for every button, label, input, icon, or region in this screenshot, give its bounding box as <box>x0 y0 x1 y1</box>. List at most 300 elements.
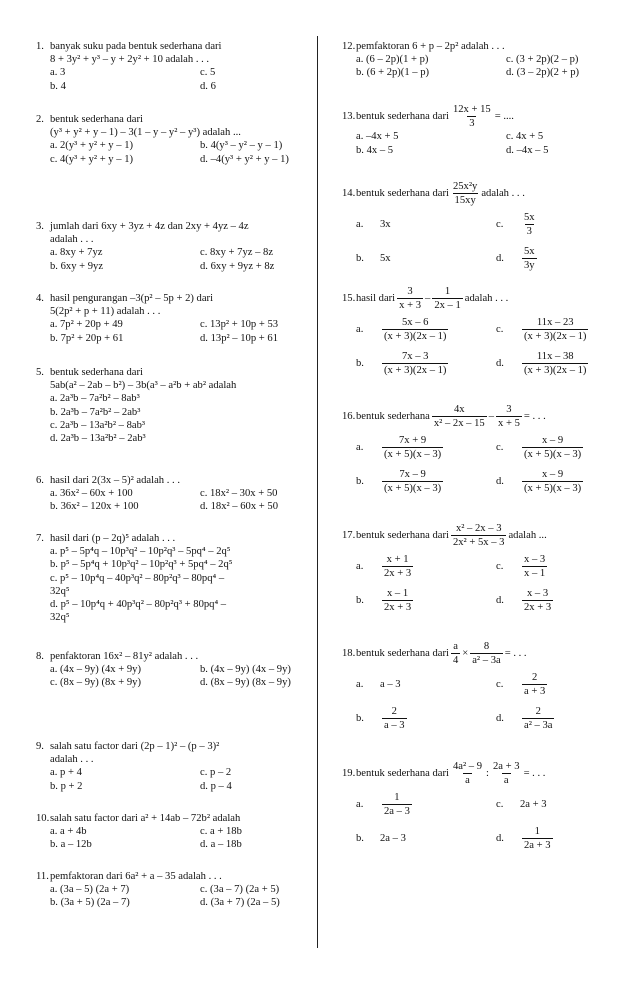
question-text: salah satu factor dari a² + 14ab – 72b² adalah <box>50 813 241 824</box>
stem-fraction-2-denominator: a² – 3a <box>472 655 501 667</box>
stem-fraction <box>451 760 484 787</box>
question-number: 17. <box>342 530 356 542</box>
question-stem-line <box>342 760 610 787</box>
answer-option[interactable] <box>356 430 496 464</box>
question-number: 7. <box>36 533 44 544</box>
question-stem-line <box>342 522 610 549</box>
option-fraction-numerator: 11x – 23 <box>536 316 574 328</box>
question-number: 2. <box>36 114 44 125</box>
question-text: hasil dari <box>356 293 396 305</box>
option-fraction-denominator: 2a + 3 <box>524 839 551 851</box>
answer-options <box>36 663 304 689</box>
stem-fraction-denominator: a <box>465 775 470 787</box>
option-fraction <box>522 245 537 272</box>
stem-tail: = . . . <box>523 768 546 780</box>
stem-fraction-2-numerator: 1 <box>444 286 451 297</box>
answer-option[interactable]: c. 4(y³ + y² + y – 1) <box>50 153 134 165</box>
question-number: 14. <box>342 188 356 200</box>
stem-fraction-numerator: 12x + 15 <box>452 104 491 115</box>
option-fraction <box>522 705 554 732</box>
stem-fraction-2-denominator: x + 5 <box>498 418 520 430</box>
stem-fraction-denominator: 3 <box>469 118 475 130</box>
question-text: adalah . . . <box>50 754 94 766</box>
option-letter: c. <box>496 798 504 810</box>
question-12 <box>342 40 610 80</box>
answer-option[interactable]: b. 4 <box>50 80 66 92</box>
stem-fraction-2-denominator: 2x – 1 <box>434 300 461 312</box>
question-text: 5(2p² + p + 11) adalah . . . <box>50 306 161 318</box>
question-stem-line <box>342 403 610 430</box>
question-6 <box>36 474 304 514</box>
operator: – <box>425 293 431 305</box>
option-fraction-numerator: x – 9 <box>541 434 564 446</box>
question-19 <box>342 760 610 855</box>
option-letter: c. <box>496 218 504 230</box>
option-fraction-numerator: x – 9 <box>541 468 564 480</box>
answer-option[interactable] <box>356 241 496 275</box>
option-fraction-denominator: 2x + 3 <box>384 601 412 613</box>
option-fraction-numerator: x – 1 <box>386 587 409 599</box>
question-stem-line <box>36 366 304 379</box>
question-text: bentuk sederhana dari <box>50 114 143 125</box>
stem-fraction-2 <box>496 403 522 430</box>
question-stem-line <box>36 812 304 825</box>
option-fraction-denominator: 3y <box>524 259 535 271</box>
stem-fraction-2-numerator: 3 <box>506 404 512 415</box>
answer-option[interactable]: c. (3 + 2p)(2 – p) <box>506 54 579 66</box>
stem-fraction <box>432 403 487 430</box>
question-number: 8. <box>36 651 44 662</box>
answer-option[interactable]: c. 8xy + 7yz – 8z <box>200 247 274 259</box>
option-fraction-denominator: (x + 5)(x – 3) <box>384 482 442 494</box>
question-8 <box>36 650 304 690</box>
option-letter: a. <box>356 560 364 572</box>
answer-option[interactable]: b. (6 + 2p)(1 – p) <box>356 67 430 79</box>
answer-option[interactable]: b. 2a³b – 7a²b² – 2ab³ <box>50 406 141 418</box>
stem-fraction-denominator: x + 3 <box>399 300 422 312</box>
option-fraction-denominator: 2x + 3 <box>524 601 552 613</box>
option-letter: c. <box>496 323 504 335</box>
question-stem-line <box>36 379 304 392</box>
answer-options <box>342 549 610 617</box>
question-stem-line <box>342 285 610 312</box>
answer-option[interactable]: b. 36x² – 120x + 100 <box>50 501 139 513</box>
option-fraction-denominator: (x + 3)(2x – 1) <box>384 330 447 342</box>
question-stem-line <box>36 650 304 663</box>
answer-option[interactable]: a. p + 4 <box>50 767 82 779</box>
option-fraction <box>522 434 583 461</box>
question-text: 5ab(a² – 2ab – b²) – 3b(a³ – a²b + ab² adalah <box>50 380 237 392</box>
question-stem-line <box>36 292 304 305</box>
question-stem-line <box>36 532 304 545</box>
option-fraction-numerator: 2 <box>535 705 541 717</box>
stem-fraction <box>451 103 493 130</box>
option-fraction-denominator: (x + 3)(2x – 1) <box>384 364 447 376</box>
question-11 <box>36 870 304 910</box>
option-letter: a. <box>356 441 364 453</box>
question-number: 4. <box>36 293 44 304</box>
option-letter: d. <box>496 832 504 844</box>
question-number: 13. <box>342 111 356 123</box>
option-letter: b. <box>356 832 364 844</box>
stem-fraction-numerator: 4a² – 9 <box>452 761 483 772</box>
answer-option[interactable]: a. a + 4b <box>50 826 87 838</box>
option-fraction-numerator: 5x <box>524 211 535 223</box>
stem-fraction <box>397 285 423 312</box>
question-text: bentuk sederhana dari <box>356 111 449 123</box>
question-5 <box>36 366 304 445</box>
option-fraction-numerator: 5x – 6 <box>401 316 429 328</box>
question-number: 10. <box>36 813 50 824</box>
stem-tail: = . . . <box>523 411 546 423</box>
question-text: penfaktoran 16x² – 81y² adalah . . . <box>50 651 199 662</box>
question-text: adalah . . . <box>50 234 94 246</box>
option-text: 2a – 3 <box>380 832 406 844</box>
question-text: hasil dari 2(3x – 5)² adalah . . . <box>50 475 180 486</box>
answer-option[interactable]: d. a – 18b <box>200 839 242 851</box>
answer-option[interactable] <box>496 787 616 821</box>
option-letter: c. <box>496 441 504 453</box>
stem-fraction-2-numerator: 8 <box>483 641 490 652</box>
stem-fraction-2 <box>432 285 462 312</box>
answer-option[interactable] <box>496 821 616 855</box>
answer-option[interactable]: d. p – 4 <box>200 780 232 792</box>
answer-option[interactable] <box>356 583 496 617</box>
option-fraction-denominator: (x + 5)(x – 3) <box>524 448 582 460</box>
question-number: 12. <box>342 41 356 52</box>
answer-option[interactable] <box>496 549 616 583</box>
option-letter: c. <box>496 678 504 690</box>
question-text: bentuk sederhana dari <box>356 530 449 542</box>
question-4 <box>36 292 304 345</box>
question-stem-line <box>342 640 610 667</box>
question-stem-line <box>36 740 304 753</box>
question-stem-line <box>36 220 304 233</box>
question-13 <box>342 103 610 157</box>
answer-option[interactable]: d. (3 – 2p)(2 + p) <box>506 67 580 79</box>
answer-option[interactable]: c. 13p² + 10p + 53 <box>200 319 279 331</box>
answer-options <box>342 207 610 275</box>
question-3 <box>36 220 304 273</box>
question-text: jumlah dari 6xy + 3yz + 4z dan 2xy + 4yz – 4z <box>50 221 249 232</box>
answer-option[interactable]: b. p⁵ – 5p⁴q + 10p³q² – 10p²q³ + 5pq⁴ – 2q⁵ <box>50 559 233 571</box>
question-stem-line <box>36 474 304 487</box>
option-fraction-denominator: 2x + 3 <box>384 567 412 579</box>
stem-fraction-2 <box>491 760 522 787</box>
answer-options <box>342 130 610 156</box>
option-fraction-numerator: 7x – 9 <box>399 468 426 480</box>
answer-option[interactable]: d. 2a³b – 13a²b² – 2ab³ <box>50 433 146 445</box>
question-10 <box>36 812 304 852</box>
answer-option[interactable]: a. 7p² + 20p + 49 <box>50 319 123 331</box>
stem-fraction-denominator: 4 <box>452 655 459 667</box>
question-text: pemfaktoran dari 6a² + a – 35 adalah . . . <box>50 871 222 882</box>
question-stem-line <box>36 305 304 318</box>
option-fraction <box>382 468 443 495</box>
question-text: bentuk sederhana dari <box>356 188 449 200</box>
question-stem-line <box>36 753 304 766</box>
option-letter: a. <box>356 218 364 230</box>
option-fraction <box>382 316 448 343</box>
answer-option[interactable] <box>356 207 496 241</box>
stem-fraction <box>451 180 479 207</box>
question-1 <box>36 40 304 93</box>
answer-option[interactable]: a. 36x² – 60x + 100 <box>50 488 133 500</box>
question-7 <box>36 532 304 625</box>
option-fraction-numerator: x – 3 <box>524 553 546 565</box>
question-number: 1. <box>36 41 44 52</box>
option-fraction-numerator: 2 <box>391 705 397 717</box>
answer-option[interactable] <box>496 464 616 498</box>
answer-option[interactable]: a. 2(y³ + y² + y – 1) <box>50 140 134 152</box>
answer-option[interactable] <box>496 667 616 701</box>
answer-option[interactable]: c. a + 18b <box>200 826 242 838</box>
answer-option[interactable]: d. 13p² – 10p + 61 <box>200 332 279 344</box>
answer-options <box>36 66 304 92</box>
question-number: 19. <box>342 768 356 780</box>
answer-option[interactable]: a. –4x + 5 <box>356 131 399 143</box>
question-18 <box>342 640 610 735</box>
answer-options <box>36 545 304 624</box>
option-letter: a. <box>356 678 364 690</box>
answer-option[interactable]: a. 2a³b – 7a²b² – 8ab³ <box>50 393 140 405</box>
operator: – <box>488 411 494 423</box>
option-fraction <box>382 587 413 614</box>
answer-option[interactable]: d. (3a + 7) (2a – 5) <box>200 897 280 909</box>
answer-option[interactable]: c. (3a – 7) (2a + 5) <box>200 884 280 896</box>
answer-option[interactable]: d. (8x – 9y) (8x – 9y) <box>200 677 291 689</box>
option-fraction-numerator: 1 <box>394 791 400 803</box>
option-letter: a. <box>356 323 364 335</box>
answer-option[interactable]: a. (6 – 2p)(1 + p) <box>356 54 429 66</box>
question-text: hasil pengurangan –3(p² – 5p + 2) dari <box>50 293 214 304</box>
option-letter: b. <box>356 357 364 369</box>
answer-options <box>36 883 304 909</box>
answer-option[interactable] <box>496 583 616 617</box>
answer-option[interactable] <box>356 701 496 735</box>
stem-fraction-denominator: 2x² + 5x – 3 <box>452 537 505 549</box>
stem-fraction-numerator: x² – 2x – 3 <box>455 523 502 534</box>
question-text: 8 + 3y² + y³ – y + 2y² + 10 adalah . . . <box>50 54 210 66</box>
question-stem-line <box>342 40 610 53</box>
option-letter: d. <box>496 712 504 724</box>
answer-option[interactable]: b. 4x – 5 <box>356 144 394 156</box>
option-fraction-denominator: (x + 5)(x – 3) <box>384 448 442 460</box>
question-stem-line <box>36 870 304 883</box>
question-text: hasil dari (p – 2q)⁵ adalah . . . <box>50 533 176 544</box>
stem-tail: = .... <box>494 111 514 123</box>
answer-option[interactable]: c. p – 2 <box>200 767 232 779</box>
question-text: (y³ + y² + y – 1) – 3(1 – y – y² – y³) adalah ... <box>50 127 241 139</box>
answer-options <box>342 53 610 79</box>
option-fraction <box>522 671 547 698</box>
answer-option[interactable]: c. (8x – 9y) (8x + 9y) <box>50 677 141 689</box>
answer-option[interactable] <box>496 346 616 380</box>
answer-option[interactable] <box>356 312 496 346</box>
stem-fraction-2 <box>470 640 502 667</box>
question-16 <box>342 403 610 498</box>
answer-option[interactable] <box>356 821 496 855</box>
answer-option[interactable]: b. a – 12b <box>50 839 92 851</box>
question-stem-line <box>342 103 610 130</box>
answer-option[interactable]: 32q⁵ <box>50 612 70 624</box>
option-letter: b. <box>356 252 364 264</box>
option-fraction-numerator: 7x – 3 <box>401 350 429 362</box>
option-letter: d. <box>496 475 504 487</box>
option-letter: d. <box>496 252 504 264</box>
question-text: pemfaktoran 6 + p – 2p² adalah . . . <box>356 41 505 52</box>
question-9 <box>36 740 304 793</box>
stem-tail: adalah ... <box>508 530 547 542</box>
answer-option[interactable]: d. –4(y³ + y² + y – 1) <box>200 153 289 165</box>
stem-fraction-2-numerator: 2a + 3 <box>492 761 520 772</box>
operator: × <box>462 648 469 660</box>
answer-options <box>342 787 610 855</box>
option-letter: d. <box>496 357 504 369</box>
option-fraction-numerator: x + 1 <box>386 553 409 565</box>
option-text: 2a + 3 <box>520 798 547 810</box>
option-letter: b. <box>356 712 364 724</box>
answer-option[interactable]: d. –4x – 5 <box>506 144 549 156</box>
option-letter: b. <box>356 475 364 487</box>
answer-option[interactable]: a. (3a – 5) (2a + 7) <box>50 884 130 896</box>
option-letter: c. <box>496 560 504 572</box>
stem-fraction-numerator: 25x²y <box>452 181 478 192</box>
question-text: banyak suku pada bentuk sederhana dari <box>50 41 222 52</box>
answer-options <box>36 318 304 344</box>
stem-fraction-numerator: 4x <box>453 404 465 415</box>
answer-options <box>36 825 304 851</box>
answer-option[interactable]: 32q⁵ <box>50 585 70 597</box>
question-stem-line <box>36 53 304 66</box>
answer-option[interactable]: b. 6xy + 9yz <box>50 260 104 272</box>
answer-options <box>36 246 304 272</box>
stem-fraction-2-denominator: a <box>503 775 509 787</box>
stem-fraction <box>451 522 507 549</box>
question-number: 18. <box>342 648 356 660</box>
option-fraction-numerator: 5x <box>524 245 535 257</box>
answer-options <box>36 139 304 165</box>
answer-option[interactable]: a. 8xy + 7yz <box>50 247 103 259</box>
stem-tail: = . . . <box>504 648 527 660</box>
answer-option[interactable] <box>356 346 496 380</box>
question-stem-line <box>36 113 304 126</box>
question-stem-line <box>342 180 610 207</box>
option-fraction-denominator: (x + 3)(2x – 1) <box>524 364 587 376</box>
option-letter: d. <box>496 594 504 606</box>
answer-option[interactable] <box>496 430 616 464</box>
answer-option[interactable]: b. (4x – 9y) (4x – 9y) <box>200 664 291 676</box>
answer-option[interactable]: c. 5 <box>200 67 216 79</box>
option-fraction <box>522 468 583 495</box>
answer-option[interactable] <box>356 464 496 498</box>
question-number: 11. <box>36 871 49 882</box>
question-text: bentuk sederhana dari <box>50 367 143 378</box>
option-fraction-denominator: 3 <box>526 225 532 237</box>
answer-option[interactable] <box>356 549 496 583</box>
option-fraction <box>522 553 547 580</box>
answer-option[interactable]: c. 4x + 5 <box>506 131 544 143</box>
option-fraction-numerator: 7x + 9 <box>399 434 427 446</box>
question-text: salah satu factor dari (2p – 1)² – (p – 3)² <box>50 741 220 752</box>
answer-option[interactable] <box>496 207 616 241</box>
stem-tail: adalah . . . <box>464 293 509 305</box>
answer-options <box>36 766 304 792</box>
option-fraction <box>382 705 407 732</box>
answer-options <box>342 430 610 498</box>
question-14 <box>342 180 610 275</box>
question-number: 5. <box>36 367 44 378</box>
answer-option[interactable]: d. 18x² – 60x + 50 <box>200 501 279 513</box>
answer-option[interactable]: d. 6xy + 9yz + 8z <box>200 260 275 272</box>
answer-option[interactable] <box>496 312 616 346</box>
question-15 <box>342 285 610 380</box>
question-stem-line <box>36 126 304 139</box>
question-stem-line <box>36 40 304 53</box>
question-text: bentuk sederhana dari <box>356 768 449 780</box>
stem-fraction <box>451 640 460 667</box>
answer-option[interactable] <box>356 787 496 821</box>
option-fraction <box>382 350 448 377</box>
stem-fraction-denominator: 15xy <box>454 195 476 207</box>
option-text: a – 3 <box>380 678 401 690</box>
option-fraction-numerator: 2 <box>531 671 538 683</box>
option-fraction-denominator: (x + 3)(2x – 1) <box>524 330 587 342</box>
answer-options <box>36 392 304 445</box>
option-fraction <box>522 825 553 852</box>
answer-option[interactable] <box>496 701 616 735</box>
answer-option[interactable]: b. 4(y³ – y² – y – 1) <box>200 140 283 152</box>
option-fraction-numerator: 11x – 38 <box>536 350 574 362</box>
question-number: 9. <box>36 741 44 752</box>
option-fraction <box>522 350 588 377</box>
option-letter: a. <box>356 798 364 810</box>
answer-option[interactable]: b. 7p² + 20p + 61 <box>50 332 124 344</box>
question-number: 3. <box>36 221 44 232</box>
stem-fraction-numerator: 3 <box>407 286 413 297</box>
option-letter: b. <box>356 594 364 606</box>
question-17 <box>342 522 610 617</box>
option-fraction <box>522 587 553 614</box>
answer-option[interactable]: b. (3a + 5) (2a – 7) <box>50 897 130 909</box>
answer-option[interactable] <box>496 241 616 275</box>
answer-option[interactable]: a. 3 <box>50 67 66 79</box>
answer-option[interactable]: d. 6 <box>200 80 216 92</box>
option-fraction-numerator: 1 <box>534 825 540 837</box>
answer-options <box>342 667 610 735</box>
option-fraction-denominator: a² – 3a <box>524 719 553 731</box>
answer-option[interactable]: a. p⁵ – 5p⁴q – 10p³q² – 10p²q³ – 5pq⁴ – 2q⁵ <box>50 546 231 558</box>
option-text: 5x <box>380 252 391 264</box>
stem-fraction-denominator: x² – 2x – 15 <box>433 418 485 430</box>
answer-options <box>36 487 304 513</box>
answer-option[interactable]: c. 18x² – 30x + 50 <box>200 488 278 500</box>
answer-option[interactable]: c. 2a³b – 13a²b² – 8ab³ <box>50 419 146 431</box>
stem-fraction-numerator: a <box>453 641 458 652</box>
option-fraction <box>382 553 413 580</box>
answer-option[interactable] <box>356 667 496 701</box>
answer-option[interactable]: c. p⁵ – 10p⁴q – 40p³q² – 80p²q³ – 80pq⁴ – <box>50 572 225 584</box>
answer-option[interactable]: b. p + 2 <box>50 780 83 792</box>
option-fraction-denominator: a – 3 <box>384 719 405 731</box>
answer-option[interactable]: a. (4x – 9y) (4x + 9y) <box>50 664 141 676</box>
option-text: 3x <box>380 218 391 230</box>
question-number: 16. <box>342 411 356 423</box>
option-fraction <box>382 791 412 818</box>
option-fraction-numerator: x – 3 <box>526 587 549 599</box>
answer-option[interactable]: d. p⁵ – 10p⁴q + 40p³q² – 80p²q³ + 80pq⁴ – <box>50 599 227 611</box>
question-number: 15. <box>342 293 356 305</box>
